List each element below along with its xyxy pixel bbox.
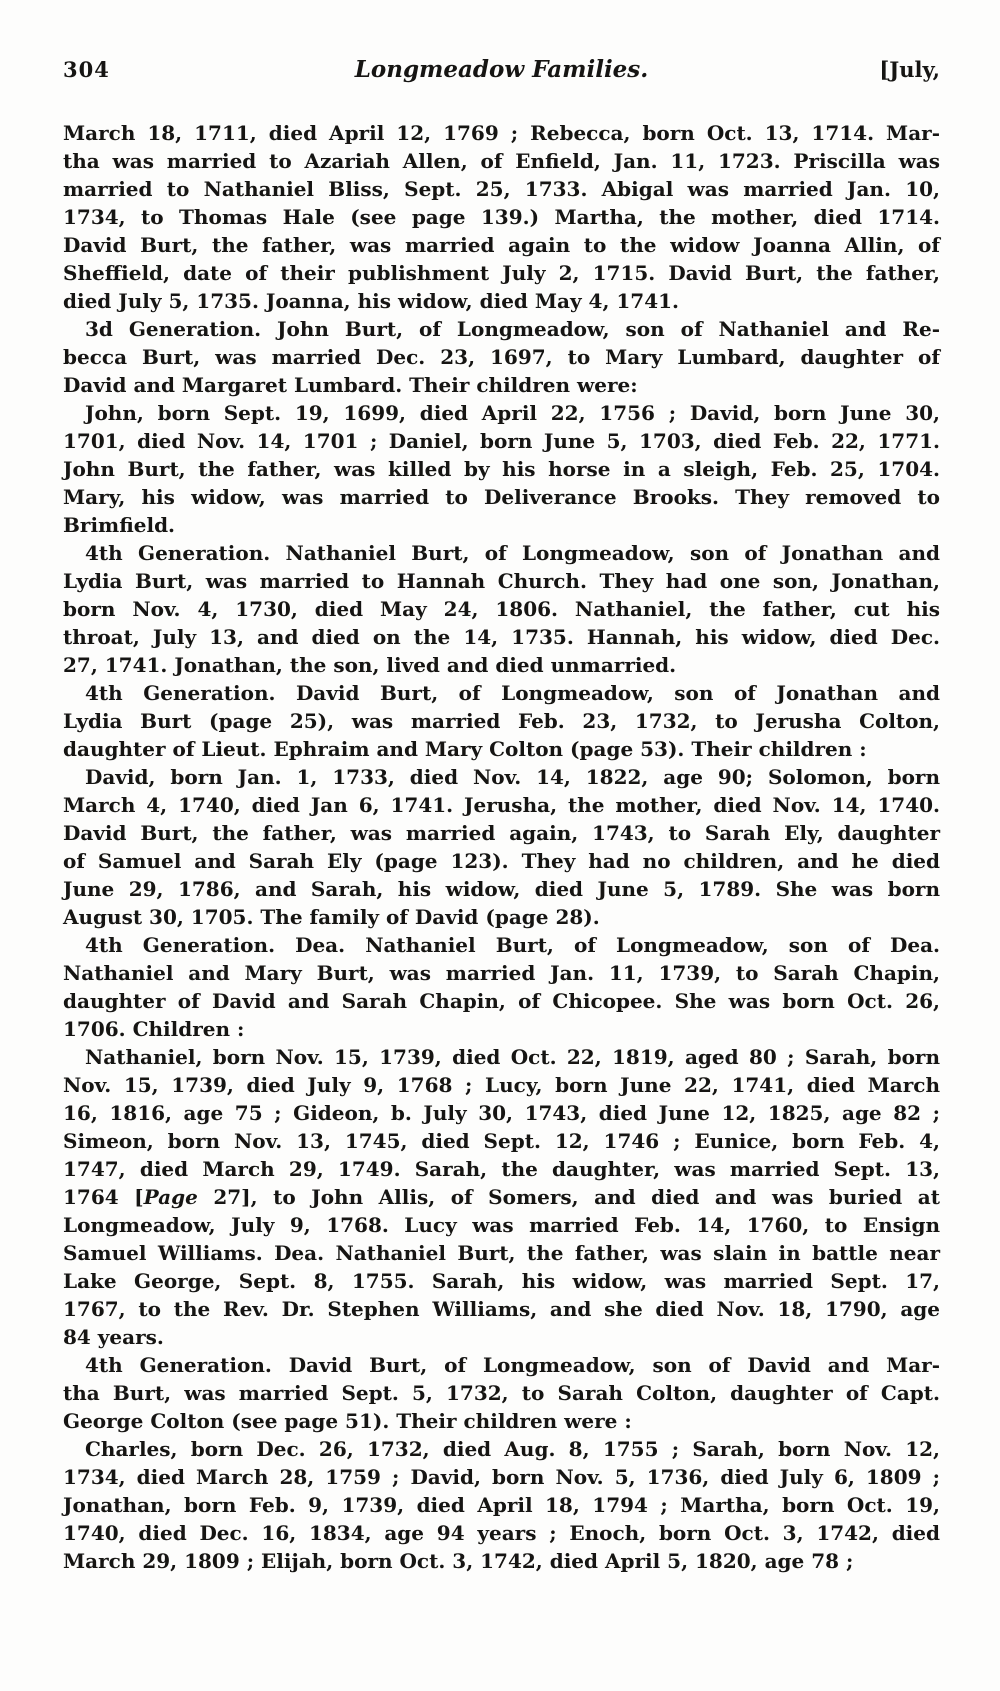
- text-line: daughter of Lieut. Ephraim and Mary Colton (page 53). Their children :: [63, 737, 867, 761]
- text-line: Nathaniel, born Nov. 15, 1739, died Oct. 22, 1819, aged 80 ; Sarah, born: [85, 1045, 940, 1069]
- plain-text: 27], to John Allis, of Somers, and died and was buried at: [197, 1185, 940, 1209]
- text-line: 1701, died Nov. 14, 1701 ; Daniel, born June 5, 1703, died Feb. 22, 1771.: [63, 429, 940, 453]
- text-line: John Burt, the father, was killed by his horse in a sleigh, Feb. 25, 1704.: [63, 457, 940, 481]
- text-line: David Burt, the father, was married again to the widow Joanna Allin, of: [63, 233, 940, 257]
- paragraph: [63, 539, 940, 679]
- text-line: Simeon, born Nov. 13, 1745, died Sept. 12, 1746 ; Eunice, born Feb. 4,: [63, 1129, 940, 1153]
- text-line: Jonathan, born Feb. 9, 1739, died April 18, 1794 ; Martha, born Oct. 19,: [63, 1493, 940, 1517]
- text-line: Charles, born Dec. 26, 1732, died Aug. 8, 1755 ; Sarah, born Nov. 12,: [85, 1437, 940, 1461]
- italic-text: Page: [143, 1185, 198, 1209]
- text-line: David, born Jan. 1, 1733, died Nov. 14, 1822, age 90; Solomon, born: [85, 765, 940, 789]
- text-line: Nov. 15, 1739, died July 9, 1768 ; Lucy, born June 22, 1741, died March: [63, 1073, 940, 1097]
- text-line: died July 5, 1735. Joanna, his widow, died May 4, 1741.: [63, 289, 680, 313]
- text-line: born Nov. 4, 1730, died May 24, 1806. Nathaniel, the father, cut his: [63, 597, 940, 621]
- text-line: 84 years.: [63, 1325, 164, 1349]
- text-line: Sheffield, date of their publishment July 2, 1715. David Burt, the father,: [63, 261, 940, 285]
- text-line: 3d Generation. John Burt, of Longmeadow, son of Nathaniel and Re-: [85, 317, 940, 341]
- plain-text: 1764 [: [63, 1185, 144, 1209]
- text-line: daughter of David and Sarah Chapin, of Chicopee. She was born Oct. 26,: [63, 989, 940, 1013]
- text-line: Lake George, Sept. 8, 1755. Sarah, his widow, was married Sept. 17,: [63, 1269, 940, 1293]
- text-line: George Colton (see page 51). Their children were :: [63, 1409, 632, 1433]
- text-line: tha was married to Azariah Allen, of Enfield, Jan. 11, 1723. Priscilla was: [63, 149, 940, 173]
- paragraph: [63, 119, 940, 315]
- paragraph: [63, 763, 940, 931]
- text-line: 1740, died Dec. 16, 1834, age 94 years ; Enoch, born Oct. 3, 1742, died: [63, 1521, 940, 1545]
- paragraph: [63, 315, 940, 399]
- text-line: becca Burt, was married Dec. 23, 1697, to Mary Lumbard, daughter of: [63, 345, 940, 369]
- text-line: Nathaniel and Mary Burt, was married Jan. 11, 1739, to Sarah Chapin,: [63, 961, 940, 985]
- text-line: 1734, died March 28, 1759 ; David, born Nov. 5, 1736, died July 6, 1809 ;: [63, 1465, 940, 1489]
- text-line: 4th Generation. David Burt, of Longmeadow, son of David and Mar-: [85, 1353, 940, 1377]
- text-line: [63, 1183, 940, 1211]
- text-line: Mary, his widow, was married to Deliverance Brooks. They removed to: [63, 485, 940, 509]
- text-line: Lydia Burt (page 25), was married Feb. 23, 1732, to Jerusha Colton,: [63, 709, 940, 733]
- text-line: 1734, to Thomas Hale (see page 139.) Martha, the mother, died 1714.: [63, 205, 940, 229]
- text-line: 1767, to the Rev. Dr. Stephen Williams, and she died Nov. 18, 1790, age: [63, 1297, 940, 1321]
- text-line: March 29, 1809 ; Elijah, born Oct. 3, 1742, died April 5, 1820, age 78 ;: [63, 1549, 854, 1573]
- text-line: 4th Generation. Nathaniel Burt, of Longmeadow, son of Jonathan and: [85, 541, 940, 565]
- paragraph: [63, 1435, 940, 1575]
- paragraph: [63, 399, 940, 539]
- text-line: 1747, died March 29, 1749. Sarah, the daughter, was married Sept. 13,: [63, 1157, 940, 1181]
- text-line: David and Margaret Lumbard. Their children were:: [63, 373, 638, 397]
- text-line: 1706. Children :: [63, 1017, 245, 1041]
- text-line: married to Nathaniel Bliss, Sept. 25, 1733. Abigal was married Jan. 10,: [63, 177, 940, 201]
- text-line: 16, 1816, age 75 ; Gideon, b. July 30, 1743, died June 12, 1825, age 82 ;: [63, 1101, 940, 1125]
- text-line: tha Burt, was married Sept. 5, 1732, to Sarah Colton, daughter of Capt.: [63, 1381, 940, 1405]
- text-line: 4th Generation. Dea. Nathaniel Burt, of Longmeadow, son of Dea.: [85, 933, 940, 957]
- text-line: March 4, 1740, died Jan 6, 1741. Jerusha, the mother, died Nov. 14, 1740.: [63, 793, 940, 817]
- text-line: Longmeadow, July 9, 1768. Lucy was married Feb. 14, 1760, to Ensign: [63, 1213, 940, 1237]
- text-line: 4th Generation. David Burt, of Longmeadow, son of Jonathan and: [85, 681, 940, 705]
- paragraph: [63, 1043, 940, 1351]
- text-line: Samuel Williams. Dea. Nathaniel Burt, the father, was slain in battle near: [63, 1241, 940, 1265]
- running-title: Longmeadow Families.: [354, 56, 649, 83]
- text-line: David Burt, the father, was married again, 1743, to Sarah Ely, daughter: [63, 821, 940, 845]
- text-line: August 30, 1705. The family of David (page 28).: [63, 905, 600, 929]
- page-header: [63, 56, 940, 83]
- text-line: 27, 1741. Jonathan, the son, lived and died unmarried.: [63, 653, 677, 677]
- text-line: John, born Sept. 19, 1699, died April 22, 1756 ; David, born June 30,: [85, 401, 940, 425]
- text-line: of Samuel and Sarah Ely (page 123). They had no children, and he died: [63, 849, 940, 873]
- paragraph: [63, 931, 940, 1043]
- page-number: 304: [63, 57, 110, 82]
- paragraph: [63, 679, 940, 763]
- text-line: Brimfield.: [63, 513, 176, 537]
- page-body: [63, 119, 940, 1575]
- text-line: Lydia Burt, was married to Hannah Church. They had one son, Jonathan,: [63, 569, 940, 593]
- issue-date: [July,: [879, 57, 940, 82]
- text-line: June 29, 1786, and Sarah, his widow, died June 5, 1789. She was born: [63, 877, 940, 901]
- text-line: March 18, 1711, died April 12, 1769 ; Rebecca, born Oct. 13, 1714. Mar-: [63, 121, 940, 145]
- paragraph: [63, 1351, 940, 1435]
- text-line: throat, July 13, and died on the 14, 1735. Hannah, his widow, died Dec.: [63, 625, 940, 649]
